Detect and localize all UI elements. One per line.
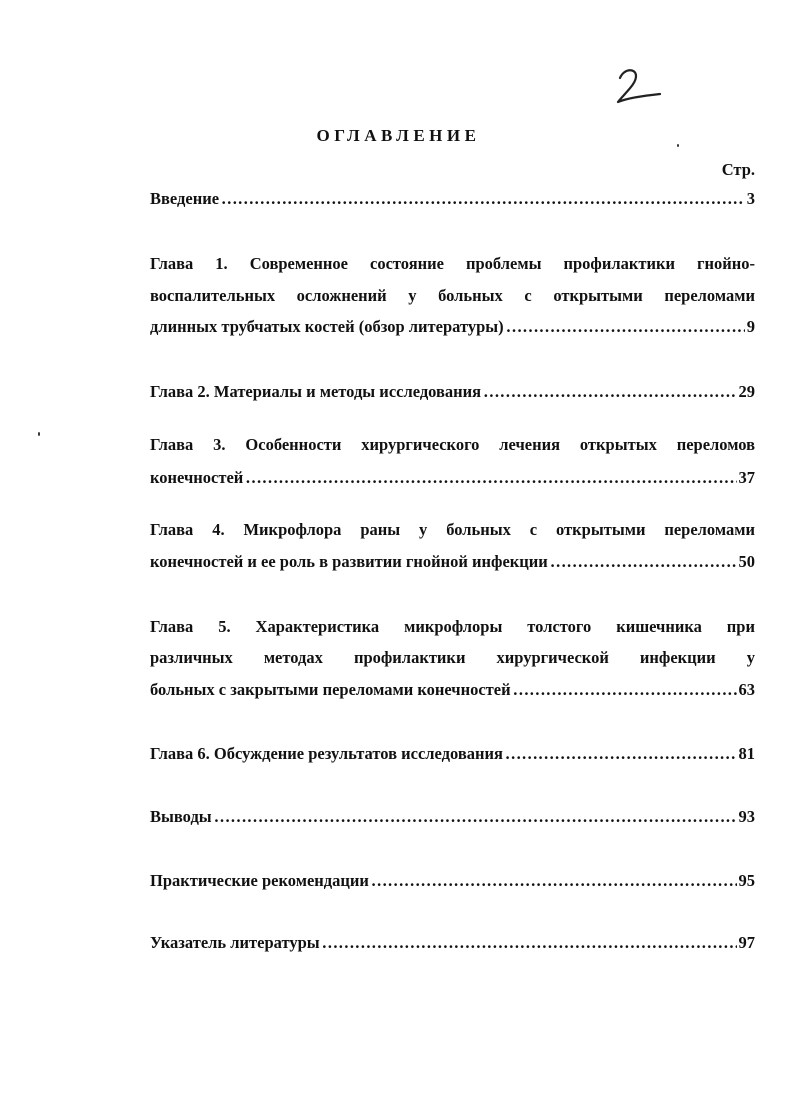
page-number: 37 xyxy=(738,468,755,487)
page-number: 93 xyxy=(738,807,755,826)
toc-entry-chapter-2[interactable]: Глава 2. Материалы и методы исследования ……………………………………………………………………………………………………………………………………………………………………… 29 xyxy=(150,381,755,402)
toc-entry-recommendations[interactable]: Практические рекомендации ……………………………………………………………………………………………………………………………………………………………………… 95 xyxy=(150,870,755,891)
page-number: 29 xyxy=(738,382,755,401)
page-column-label: Стр. xyxy=(721,160,755,179)
page-title: ОГЛАВЛЕНИЕ xyxy=(316,126,481,145)
toc-entry-chapter-3[interactable]: Глава 3. Особенности хирургического лечения открытых переломов конечностей ……………………………………………………………………………………………………………………………………………………………………… 37 xyxy=(150,434,755,488)
page-number: 3 xyxy=(746,189,755,208)
page-number: 95 xyxy=(738,871,755,890)
toc-entry-chapter-1[interactable]: Глава 1. Современное состояние проблемы профилактики гнойно- воспалительных осложнений у больных с открытыми переломами длинных трубчатых костей (обзор литературы) ……………………………………………………………………………………………………………………………………………………………………… 9 xyxy=(150,253,755,337)
toc-entry-chapter-4[interactable]: Глава 4. Микрофлора раны у больных с открытыми переломами конечностей и ее роль в развитии гнойной инфекции ……………………………………………………………………………………………………………………………………………………………………… 50 xyxy=(150,519,755,572)
toc-entry-chapter-5[interactable]: Глава 5. Характеристика микрофлоры толстого кишечника при различных методах профилактики хирургической инфекции у больных с закрытыми переломами конечностей ……………………………………………………………………………………………………………………………………………………………………… 63 xyxy=(150,616,755,700)
toc-entry-chapter-6[interactable]: Глава 6. Обсуждение результатов исследования ……………………………………………………………………………………………………………………………………………………………………… 81 xyxy=(150,743,755,764)
page-number: 97 xyxy=(738,933,755,952)
toc-entry-introduction[interactable]: Введение ……………………………………………………………………………………………………………………………………………………………………… 3 xyxy=(150,188,755,209)
page-number: 63 xyxy=(738,680,755,699)
page-number: 81 xyxy=(738,744,755,763)
toc-entry-conclusions[interactable]: Выводы ……………………………………………………………………………………………………………………………………………………………………… 93 xyxy=(150,806,755,827)
handwritten-page-number xyxy=(612,64,664,108)
toc-entry-references[interactable]: Указатель литературы ……………………………………………………………………………………………………………………………………………………………………… 97 xyxy=(150,932,755,953)
page-number: 50 xyxy=(738,552,755,571)
page-number: 9 xyxy=(746,317,755,336)
scan-speck xyxy=(38,432,40,436)
